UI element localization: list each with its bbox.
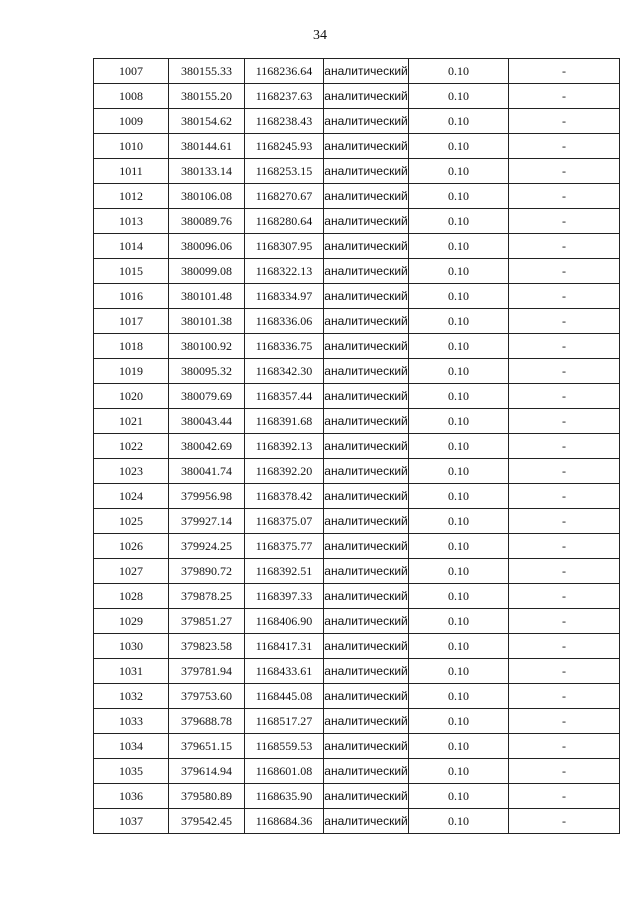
description-cell: - (509, 134, 620, 159)
table-row (94, 734, 620, 759)
point-number-cell: 1007 (94, 59, 169, 84)
y-coordinate-cell: 1168397.33 (245, 584, 324, 609)
point-number-cell: 1037 (94, 809, 169, 834)
table-row (94, 84, 620, 109)
table-body (94, 59, 620, 834)
method-cell: аналитический (324, 384, 409, 409)
precision-cell: 0.10 (409, 784, 509, 809)
x-coordinate-cell: 380101.38 (169, 309, 245, 334)
description-cell: - (509, 709, 620, 734)
precision-cell: 0.10 (409, 209, 509, 234)
x-coordinate-cell: 380042.69 (169, 434, 245, 459)
method-cell: аналитический (324, 759, 409, 784)
description-cell: - (509, 434, 620, 459)
y-coordinate-cell: 1168417.31 (245, 634, 324, 659)
method-cell: аналитический (324, 534, 409, 559)
precision-cell: 0.10 (409, 434, 509, 459)
method-cell: аналитический (324, 259, 409, 284)
x-coordinate-cell: 380155.20 (169, 84, 245, 109)
description-cell: - (509, 484, 620, 509)
description-cell: - (509, 209, 620, 234)
y-coordinate-cell: 1168307.95 (245, 234, 324, 259)
precision-cell: 0.10 (409, 709, 509, 734)
table-row (94, 659, 620, 684)
point-number-cell: 1016 (94, 284, 169, 309)
method-cell: аналитический (324, 184, 409, 209)
precision-cell: 0.10 (409, 684, 509, 709)
point-number-cell: 1026 (94, 534, 169, 559)
point-number-cell: 1035 (94, 759, 169, 784)
point-number-cell: 1028 (94, 584, 169, 609)
y-coordinate-cell: 1168635.90 (245, 784, 324, 809)
description-cell: - (509, 259, 620, 284)
method-cell: аналитический (324, 59, 409, 84)
y-coordinate-cell: 1168406.90 (245, 609, 324, 634)
y-coordinate-cell: 1168684.36 (245, 809, 324, 834)
x-coordinate-cell: 379614.94 (169, 759, 245, 784)
x-coordinate-cell: 380100.92 (169, 334, 245, 359)
y-coordinate-cell: 1168445.08 (245, 684, 324, 709)
x-coordinate-cell: 380101.48 (169, 284, 245, 309)
y-coordinate-cell: 1168559.53 (245, 734, 324, 759)
table-row (94, 259, 620, 284)
precision-cell: 0.10 (409, 659, 509, 684)
precision-cell: 0.10 (409, 259, 509, 284)
point-number-cell: 1022 (94, 434, 169, 459)
y-coordinate-cell: 1168375.07 (245, 509, 324, 534)
x-coordinate-cell: 379956.98 (169, 484, 245, 509)
table-row (94, 309, 620, 334)
method-cell: аналитический (324, 684, 409, 709)
method-cell: аналитический (324, 659, 409, 684)
table-row (94, 59, 620, 84)
method-cell: аналитический (324, 809, 409, 834)
point-number-cell: 1029 (94, 609, 169, 634)
y-coordinate-cell: 1168375.77 (245, 534, 324, 559)
point-number-cell: 1013 (94, 209, 169, 234)
x-coordinate-cell: 379878.25 (169, 584, 245, 609)
x-coordinate-cell: 380043.44 (169, 409, 245, 434)
page-number: 34 (313, 28, 327, 43)
method-cell: аналитический (324, 709, 409, 734)
precision-cell: 0.10 (409, 584, 509, 609)
precision-cell: 0.10 (409, 534, 509, 559)
x-coordinate-cell: 380133.14 (169, 159, 245, 184)
y-coordinate-cell: 1168342.30 (245, 359, 324, 384)
precision-cell: 0.10 (409, 234, 509, 259)
x-coordinate-cell: 379781.94 (169, 659, 245, 684)
point-number-cell: 1031 (94, 659, 169, 684)
method-cell: аналитический (324, 284, 409, 309)
y-coordinate-cell: 1168392.20 (245, 459, 324, 484)
point-number-cell: 1012 (94, 184, 169, 209)
description-cell: - (509, 284, 620, 309)
y-coordinate-cell: 1168392.13 (245, 434, 324, 459)
y-coordinate-cell: 1168238.43 (245, 109, 324, 134)
table-row (94, 534, 620, 559)
precision-cell: 0.10 (409, 759, 509, 784)
x-coordinate-cell: 379823.58 (169, 634, 245, 659)
description-cell: - (509, 409, 620, 434)
table-row (94, 134, 620, 159)
precision-cell: 0.10 (409, 159, 509, 184)
description-cell: - (509, 684, 620, 709)
x-coordinate-cell: 379580.89 (169, 784, 245, 809)
x-coordinate-cell: 380041.74 (169, 459, 245, 484)
table-row (94, 184, 620, 209)
description-cell: - (509, 559, 620, 584)
description-cell: - (509, 609, 620, 634)
point-number-cell: 1020 (94, 384, 169, 409)
description-cell: - (509, 459, 620, 484)
x-coordinate-cell: 380089.76 (169, 209, 245, 234)
method-cell: аналитический (324, 234, 409, 259)
table-row (94, 509, 620, 534)
precision-cell: 0.10 (409, 84, 509, 109)
precision-cell: 0.10 (409, 484, 509, 509)
method-cell: аналитический (324, 84, 409, 109)
method-cell: аналитический (324, 509, 409, 534)
precision-cell: 0.10 (409, 109, 509, 134)
table-row (94, 459, 620, 484)
method-cell: аналитический (324, 409, 409, 434)
y-coordinate-cell: 1168236.64 (245, 59, 324, 84)
precision-cell: 0.10 (409, 359, 509, 384)
description-cell: - (509, 634, 620, 659)
description-cell: - (509, 84, 620, 109)
point-number-cell: 1023 (94, 459, 169, 484)
table-row (94, 334, 620, 359)
description-cell: - (509, 384, 620, 409)
table-row (94, 359, 620, 384)
y-coordinate-cell: 1168280.64 (245, 209, 324, 234)
table-row (94, 759, 620, 784)
x-coordinate-cell: 379688.78 (169, 709, 245, 734)
y-coordinate-cell: 1168433.61 (245, 659, 324, 684)
precision-cell: 0.10 (409, 509, 509, 534)
y-coordinate-cell: 1168253.15 (245, 159, 324, 184)
description-cell: - (509, 159, 620, 184)
method-cell: аналитический (324, 484, 409, 509)
x-coordinate-cell: 379851.27 (169, 609, 245, 634)
description-cell: - (509, 759, 620, 784)
precision-cell: 0.10 (409, 559, 509, 584)
point-number-cell: 1034 (94, 734, 169, 759)
method-cell: аналитический (324, 634, 409, 659)
y-coordinate-cell: 1168336.75 (245, 334, 324, 359)
y-coordinate-cell: 1168336.06 (245, 309, 324, 334)
point-number-cell: 1015 (94, 259, 169, 284)
y-coordinate-cell: 1168517.27 (245, 709, 324, 734)
point-number-cell: 1025 (94, 509, 169, 534)
description-cell: - (509, 809, 620, 834)
point-number-cell: 1008 (94, 84, 169, 109)
method-cell: аналитический (324, 784, 409, 809)
table-row (94, 584, 620, 609)
table-row (94, 609, 620, 634)
x-coordinate-cell: 380155.33 (169, 59, 245, 84)
x-coordinate-cell: 380144.61 (169, 134, 245, 159)
description-cell: - (509, 59, 620, 84)
precision-cell: 0.10 (409, 184, 509, 209)
y-coordinate-cell: 1168322.13 (245, 259, 324, 284)
precision-cell: 0.10 (409, 309, 509, 334)
x-coordinate-cell: 380096.06 (169, 234, 245, 259)
table-row (94, 809, 620, 834)
table-row (94, 784, 620, 809)
description-cell: - (509, 309, 620, 334)
x-coordinate-cell: 379890.72 (169, 559, 245, 584)
point-number-cell: 1033 (94, 709, 169, 734)
description-cell: - (509, 784, 620, 809)
x-coordinate-cell: 379651.15 (169, 734, 245, 759)
description-cell: - (509, 234, 620, 259)
y-coordinate-cell: 1168391.68 (245, 409, 324, 434)
table-row (94, 434, 620, 459)
method-cell: аналитический (324, 159, 409, 184)
method-cell: аналитический (324, 109, 409, 134)
y-coordinate-cell: 1168237.63 (245, 84, 324, 109)
table-row (94, 234, 620, 259)
point-number-cell: 1021 (94, 409, 169, 434)
point-number-cell: 1017 (94, 309, 169, 334)
description-cell: - (509, 734, 620, 759)
method-cell: аналитический (324, 609, 409, 634)
method-cell: аналитический (324, 734, 409, 759)
description-cell: - (509, 659, 620, 684)
point-number-cell: 1019 (94, 359, 169, 384)
point-number-cell: 1014 (94, 234, 169, 259)
method-cell: аналитический (324, 209, 409, 234)
method-cell: аналитический (324, 359, 409, 384)
method-cell: аналитический (324, 334, 409, 359)
precision-cell: 0.10 (409, 59, 509, 84)
y-coordinate-cell: 1168378.42 (245, 484, 324, 509)
table-row (94, 634, 620, 659)
point-number-cell: 1027 (94, 559, 169, 584)
point-number-cell: 1010 (94, 134, 169, 159)
method-cell: аналитический (324, 309, 409, 334)
y-coordinate-cell: 1168357.44 (245, 384, 324, 409)
point-number-cell: 1011 (94, 159, 169, 184)
point-number-cell: 1032 (94, 684, 169, 709)
x-coordinate-cell: 379927.14 (169, 509, 245, 534)
point-number-cell: 1030 (94, 634, 169, 659)
method-cell: аналитический (324, 134, 409, 159)
precision-cell: 0.10 (409, 609, 509, 634)
x-coordinate-cell: 379542.45 (169, 809, 245, 834)
table-row (94, 109, 620, 134)
y-coordinate-cell: 1168601.08 (245, 759, 324, 784)
y-coordinate-cell: 1168334.97 (245, 284, 324, 309)
table-row (94, 709, 620, 734)
description-cell: - (509, 584, 620, 609)
precision-cell: 0.10 (409, 634, 509, 659)
x-coordinate-cell: 380095.32 (169, 359, 245, 384)
precision-cell: 0.10 (409, 734, 509, 759)
description-cell: - (509, 184, 620, 209)
x-coordinate-cell: 380079.69 (169, 384, 245, 409)
x-coordinate-cell: 379924.25 (169, 534, 245, 559)
table-row (94, 684, 620, 709)
precision-cell: 0.10 (409, 134, 509, 159)
point-number-cell: 1036 (94, 784, 169, 809)
x-coordinate-cell: 380106.08 (169, 184, 245, 209)
table-row (94, 409, 620, 434)
point-number-cell: 1024 (94, 484, 169, 509)
coordinates-table (93, 58, 620, 834)
y-coordinate-cell: 1168270.67 (245, 184, 324, 209)
description-cell: - (509, 109, 620, 134)
description-cell: - (509, 509, 620, 534)
precision-cell: 0.10 (409, 409, 509, 434)
table-row (94, 484, 620, 509)
description-cell: - (509, 334, 620, 359)
x-coordinate-cell: 379753.60 (169, 684, 245, 709)
y-coordinate-cell: 1168245.93 (245, 134, 324, 159)
table-row (94, 159, 620, 184)
point-number-cell: 1009 (94, 109, 169, 134)
precision-cell: 0.10 (409, 384, 509, 409)
point-number-cell: 1018 (94, 334, 169, 359)
method-cell: аналитический (324, 459, 409, 484)
precision-cell: 0.10 (409, 334, 509, 359)
y-coordinate-cell: 1168392.51 (245, 559, 324, 584)
precision-cell: 0.10 (409, 284, 509, 309)
method-cell: аналитический (324, 584, 409, 609)
description-cell: - (509, 534, 620, 559)
table-row (94, 209, 620, 234)
description-cell: - (509, 359, 620, 384)
x-coordinate-cell: 380099.08 (169, 259, 245, 284)
x-coordinate-cell: 380154.62 (169, 109, 245, 134)
table-row (94, 284, 620, 309)
table-row (94, 384, 620, 409)
precision-cell: 0.10 (409, 459, 509, 484)
method-cell: аналитический (324, 559, 409, 584)
precision-cell: 0.10 (409, 809, 509, 834)
table-row (94, 559, 620, 584)
method-cell: аналитический (324, 434, 409, 459)
